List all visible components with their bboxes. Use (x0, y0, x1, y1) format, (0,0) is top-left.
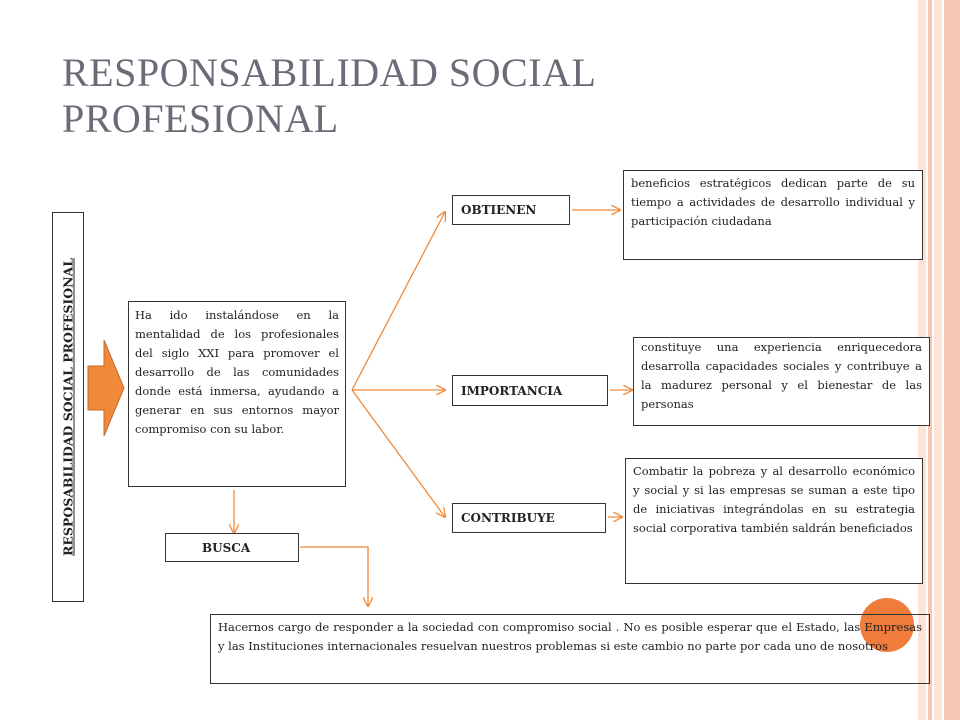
center-description: Ha ido instalándose en la mentalidad de los profesionales del siglo XXI para promover el desarrollo de las comunidades donde está inmersa, ayudando a generar en sus entornos mayor compromiso con su labor. (128, 301, 346, 487)
contribuye-label: CONTRIBUYE (452, 503, 606, 533)
arrow-busca-detail (300, 547, 368, 606)
connector-to-obtienen (352, 212, 445, 390)
contribuye-detail: Combatir la pobreza y al desarrollo económico y social y si las empresas se suman a este tipo de iniciativas integrándolas en su estrategia social corporativa también saldrán beneficiados (625, 458, 923, 584)
importancia-label: IMPORTANCIA (452, 375, 608, 406)
importancia-detail: constituye una experiencia enriquecedora desarrolla capacidades sociales y contribuye a la madurez personal y el bienestar de las personas (633, 337, 930, 426)
vertical-label-box (52, 212, 84, 602)
big-arrow-icon (88, 340, 124, 436)
busca-detail: Hacernos cargo de responder a la sociedad con compromiso social . No es posible esperar que el Estado, las Empresas y las Instituciones internacionales resuelvan nuestros problemas si este cambio no parte por cada uno de nosotros (210, 614, 930, 684)
vertical-label-text: RESPOSABILIDAD SOCIAL PROFESIONAL (60, 257, 76, 557)
page-title: RESPONSABILIDAD SOCIAL PROFESIONAL (62, 50, 595, 141)
obtienen-label: OBTIENEN (452, 195, 570, 225)
obtienen-detail: beneficios estratégicos dedican parte de su tiempo a actividades de desarrollo individual y participación ciudadana (623, 170, 923, 260)
busca-label: BUSCA (165, 533, 299, 562)
connector-to-contribuye (352, 390, 445, 517)
